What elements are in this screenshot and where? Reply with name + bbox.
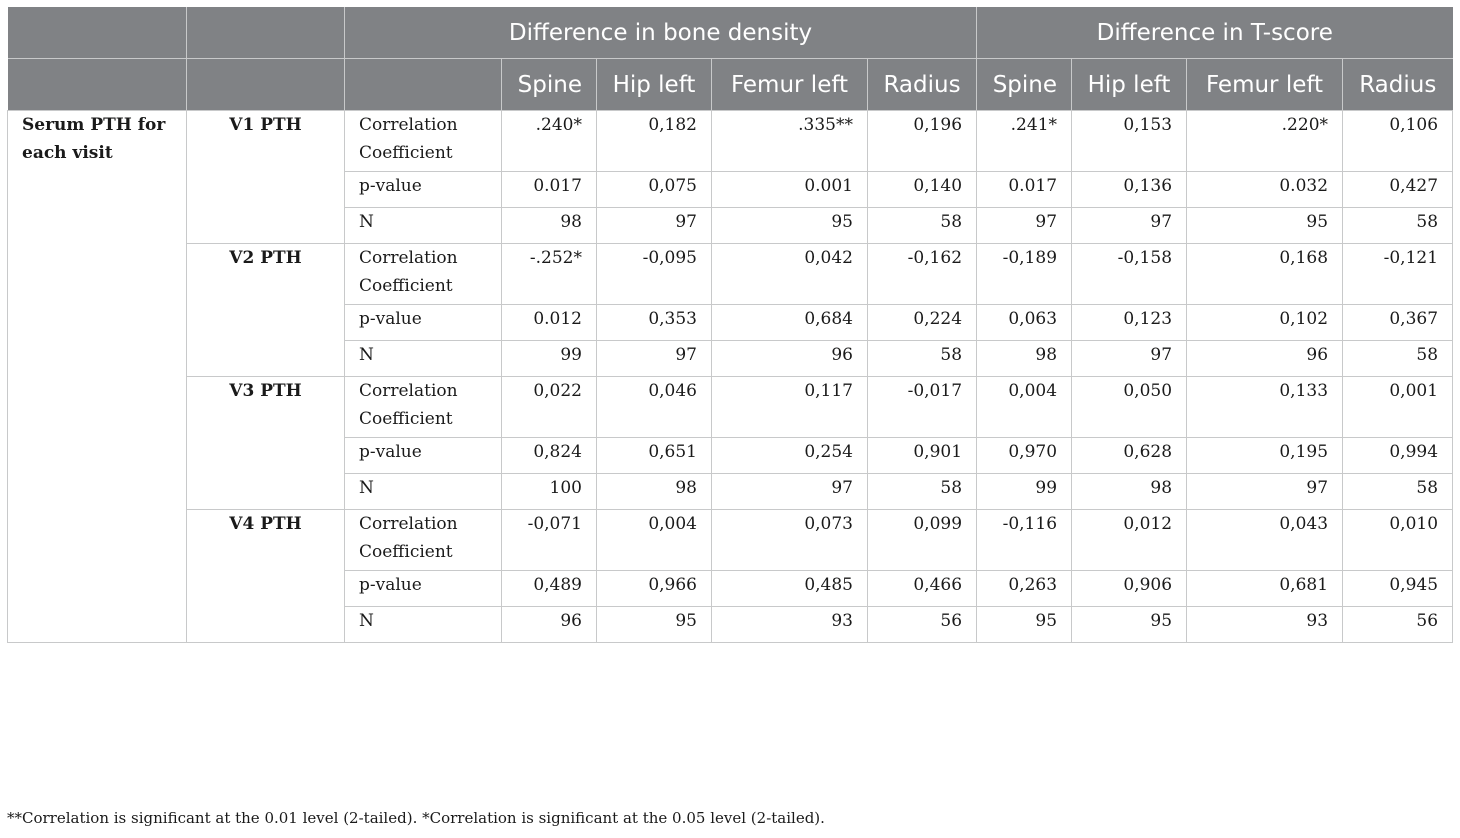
header-blank-cell: [8, 7, 187, 59]
table-cell: 0.032: [1187, 172, 1343, 208]
stat-label: N: [345, 341, 502, 377]
table-cell: 98: [502, 208, 597, 244]
correlation-row: [8, 244, 1453, 305]
table-cell: 0,117: [712, 377, 868, 438]
header-blank-cell: [187, 7, 345, 59]
row-group-label: Serum PTH for each visit: [8, 111, 187, 643]
table-cell: 0,182: [597, 111, 712, 172]
table-cell: 95: [1072, 607, 1187, 643]
table-cell: 58: [868, 474, 977, 510]
column-header: Hip left: [597, 59, 712, 111]
table-cell: 0,123: [1072, 305, 1187, 341]
table-cell: 97: [1072, 341, 1187, 377]
table-cell: 0,099: [868, 510, 977, 571]
table-cell: 0,153: [1072, 111, 1187, 172]
table-cell: 0,010: [1343, 510, 1453, 571]
stat-label: Correlation Coefficient: [345, 111, 502, 172]
table-cell: 98: [597, 474, 712, 510]
stat-label: N: [345, 474, 502, 510]
correlation-table: [7, 7, 1453, 643]
table-cell: -0,121: [1343, 244, 1453, 305]
table-cell: 0,012: [1072, 510, 1187, 571]
header-group-bone-density: Difference in bone density: [345, 7, 977, 59]
header-blank-cell: [345, 59, 502, 111]
table-cell: 0,466: [868, 571, 977, 607]
table-cell: -0,116: [977, 510, 1072, 571]
header-blank-cell: [187, 59, 345, 111]
table-cell: 0,043: [1187, 510, 1343, 571]
table-cell: 58: [1343, 208, 1453, 244]
table-cell: 95: [597, 607, 712, 643]
table-cell: 0.017: [502, 172, 597, 208]
table-cell: -0,189: [977, 244, 1072, 305]
correlation-row: [8, 510, 1453, 571]
table-cell: 0,684: [712, 305, 868, 341]
table-cell: 95: [1187, 208, 1343, 244]
stat-label: p-value: [345, 438, 502, 474]
table-cell: .335**: [712, 111, 868, 172]
table-cell: 97: [1072, 208, 1187, 244]
table-cell: 96: [712, 341, 868, 377]
header-group-t-score: Difference in T-score: [977, 7, 1453, 59]
visit-label: V3 PTH: [187, 377, 345, 510]
column-header: Spine: [977, 59, 1072, 111]
table-cell: 0,970: [977, 438, 1072, 474]
table-cell: 0,136: [1072, 172, 1187, 208]
column-header: Hip left: [1072, 59, 1187, 111]
table-cell: .241*: [977, 111, 1072, 172]
table-cell: 100: [502, 474, 597, 510]
table-cell: 0,367: [1343, 305, 1453, 341]
table-cell: 97: [977, 208, 1072, 244]
table-cell: 0,195: [1187, 438, 1343, 474]
stat-label: p-value: [345, 172, 502, 208]
table-cell: 0,906: [1072, 571, 1187, 607]
table-cell: .220*: [1187, 111, 1343, 172]
table-cell: 0,945: [1343, 571, 1453, 607]
table-cell: 95: [712, 208, 868, 244]
column-header: Femur left: [1187, 59, 1343, 111]
table-cell: -0,095: [597, 244, 712, 305]
stat-label: Correlation Coefficient: [345, 244, 502, 305]
table-cell: 0,001: [1343, 377, 1453, 438]
table-cell: 98: [977, 341, 1072, 377]
table-cell: 0,004: [597, 510, 712, 571]
table-cell: 0.017: [977, 172, 1072, 208]
visit-label: V2 PTH: [187, 244, 345, 377]
table-cell: -0,162: [868, 244, 977, 305]
table-cell: 0,353: [597, 305, 712, 341]
header-column-row: [8, 59, 1453, 111]
table-cell: 0,224: [868, 305, 977, 341]
table-cell: 0,102: [1187, 305, 1343, 341]
table-footnote: **Correlation is significant at the 0.01 level (2-tailed). *Correlation is significant at the 0.05 level (2-tailed).: [7, 809, 825, 827]
table-cell: 0,196: [868, 111, 977, 172]
table-cell: 56: [1343, 607, 1453, 643]
table-cell: 97: [1187, 474, 1343, 510]
visit-label: V4 PTH: [187, 510, 345, 643]
header-blank-cell: [8, 59, 187, 111]
table-cell: 0,628: [1072, 438, 1187, 474]
stat-label: N: [345, 607, 502, 643]
table-cell: -.252*: [502, 244, 597, 305]
stat-label: p-value: [345, 305, 502, 341]
table-cell: .240*: [502, 111, 597, 172]
correlation-row: [8, 111, 1453, 172]
table-cell: 96: [1187, 341, 1343, 377]
column-header: Femur left: [712, 59, 868, 111]
table-cell: 0,042: [712, 244, 868, 305]
column-header: Radius: [1343, 59, 1453, 111]
table-cell: 0,994: [1343, 438, 1453, 474]
table-cell: -0,017: [868, 377, 977, 438]
table-cell: 0,063: [977, 305, 1072, 341]
table-cell: 0,901: [868, 438, 977, 474]
column-header: Spine: [502, 59, 597, 111]
stat-label: p-value: [345, 571, 502, 607]
table-cell: 0,966: [597, 571, 712, 607]
stat-label: N: [345, 208, 502, 244]
table-cell: 0,263: [977, 571, 1072, 607]
table-cell: 97: [597, 208, 712, 244]
table-cell: 58: [1343, 341, 1453, 377]
table-cell: 98: [1072, 474, 1187, 510]
table-cell: 95: [977, 607, 1072, 643]
table-cell: 96: [502, 607, 597, 643]
table-cell: 0,489: [502, 571, 597, 607]
table-body: [8, 111, 1453, 643]
table-cell: 58: [868, 341, 977, 377]
table-cell: 0,133: [1187, 377, 1343, 438]
table-cell: 0,681: [1187, 571, 1343, 607]
table-cell: 0,022: [502, 377, 597, 438]
table-cell: 0,004: [977, 377, 1072, 438]
table-cell: 0.001: [712, 172, 868, 208]
table-cell: 0,254: [712, 438, 868, 474]
table-cell: 0.012: [502, 305, 597, 341]
table-cell: 0,075: [597, 172, 712, 208]
table-cell: 0,046: [597, 377, 712, 438]
table-cell: -0,071: [502, 510, 597, 571]
stat-label: Correlation Coefficient: [345, 377, 502, 438]
table-cell: 0,168: [1187, 244, 1343, 305]
visit-label: V1 PTH: [187, 111, 345, 244]
table-cell: 97: [712, 474, 868, 510]
table-cell: 58: [1343, 474, 1453, 510]
table-cell: 0,485: [712, 571, 868, 607]
table-cell: 93: [1187, 607, 1343, 643]
column-header: Radius: [868, 59, 977, 111]
table-cell: 58: [868, 208, 977, 244]
table-cell: 93: [712, 607, 868, 643]
table-cell: 99: [977, 474, 1072, 510]
table-cell: 0,824: [502, 438, 597, 474]
table-cell: 0,427: [1343, 172, 1453, 208]
stat-label: Correlation Coefficient: [345, 510, 502, 571]
table-cell: 0,050: [1072, 377, 1187, 438]
table-cell: 97: [597, 341, 712, 377]
table-cell: 99: [502, 341, 597, 377]
table-cell: 0,073: [712, 510, 868, 571]
header-group-row: [8, 7, 1453, 59]
table-cell: 0,140: [868, 172, 977, 208]
table-cell: 56: [868, 607, 977, 643]
table-cell: 0,106: [1343, 111, 1453, 172]
correlation-row: [8, 377, 1453, 438]
table-cell: -0,158: [1072, 244, 1187, 305]
table-cell: 0,651: [597, 438, 712, 474]
